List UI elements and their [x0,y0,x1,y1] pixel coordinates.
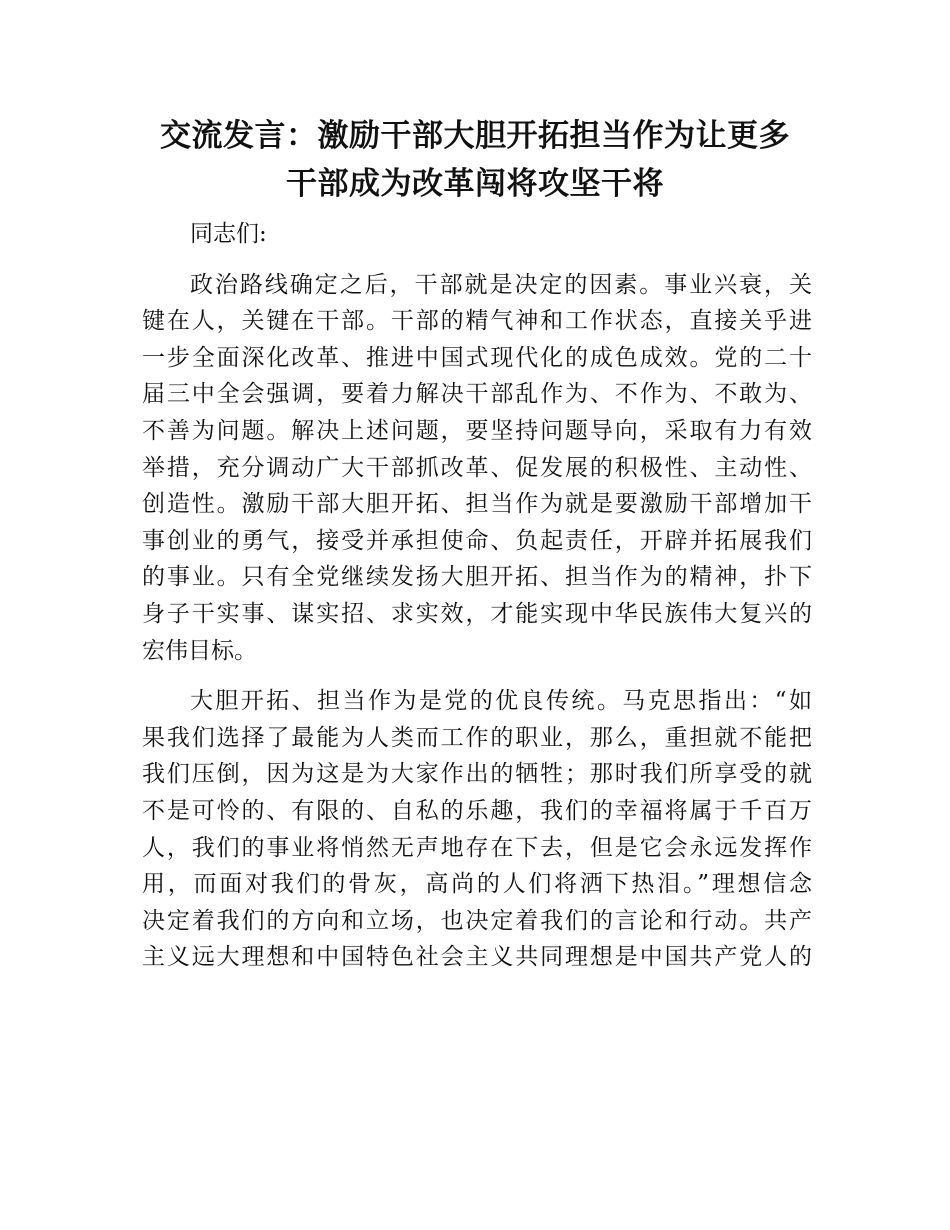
document-title [100,112,850,208]
text-line: 届三中全会强调，要着力解决干部乱作为、不作为、不敢为、 [142,381,812,408]
text-line: 决定着我们的方向和立场，也决定着我们的言论和行动。共产 [142,907,812,934]
text-line: 身子干实事、谋实招、求实效，才能实现中华民族伟大复兴的 [142,600,812,627]
text-line: 事创业的勇气，接受并承担使命、负起责任，开辟并拓展我们 [142,527,812,554]
title-line: 干部成为改革闯将攻坚干将 [286,166,664,202]
text-line: 主义远大理想和中国特色社会主义共同理想是中国共产党人的 [142,944,812,971]
document-body [142,216,812,976]
paragraph-2 [142,683,812,976]
text-line: 不是可怜的、有限的、自私的乐趣，我们的幸福将属于千百万 [142,797,812,824]
text-line: 不善为问题。解决上述问题，要坚持问题导向，采取有力有效 [142,417,812,444]
paragraph-1 [142,267,812,670]
text-line: 一步全面深化改革、推进中国式现代化的成色成效。党的二十 [142,344,812,371]
text-line: 果我们选择了最能为人类而工作的职业，那么，重担就不能把 [142,724,812,751]
text-line: 举措，充分调动广大干部抓改革、促发展的积极性、主动性、 [142,454,812,481]
text-line: 人，我们的事业将悄然无声地存在下去，但是它会永远发挥作 [142,834,812,861]
text-line: 宏伟目标。 [142,637,257,664]
text-line: 创造性。激励干部大胆开拓、担当作为就是要激励干部增加干 [142,491,812,518]
text-line: 的事业。只有全党继续发扬大胆开拓、担当作为的精神，扑下 [142,564,812,591]
text-line: 用，而面对我们的骨灰，高尚的人们将洒下热泪。”理想信念 [142,871,812,898]
text-line: 政治路线确定之后，干部就是决定的因素。事业兴衰，关 [190,271,812,298]
salutation: 同志们: [190,221,267,247]
text-line: 我们压倒，因为这是为大家作出的牺牲；那时我们所享受的就 [142,761,812,788]
text-line: 大胆开拓、担当作为是党的优良传统。马克思指出：“如 [190,688,812,715]
title-line: 交流发言：激励干部大胆开拓担当作为让更多 [160,118,790,154]
text-line: 键在人，关键在干部。干部的精气神和工作状态，直接关乎进 [142,308,812,335]
